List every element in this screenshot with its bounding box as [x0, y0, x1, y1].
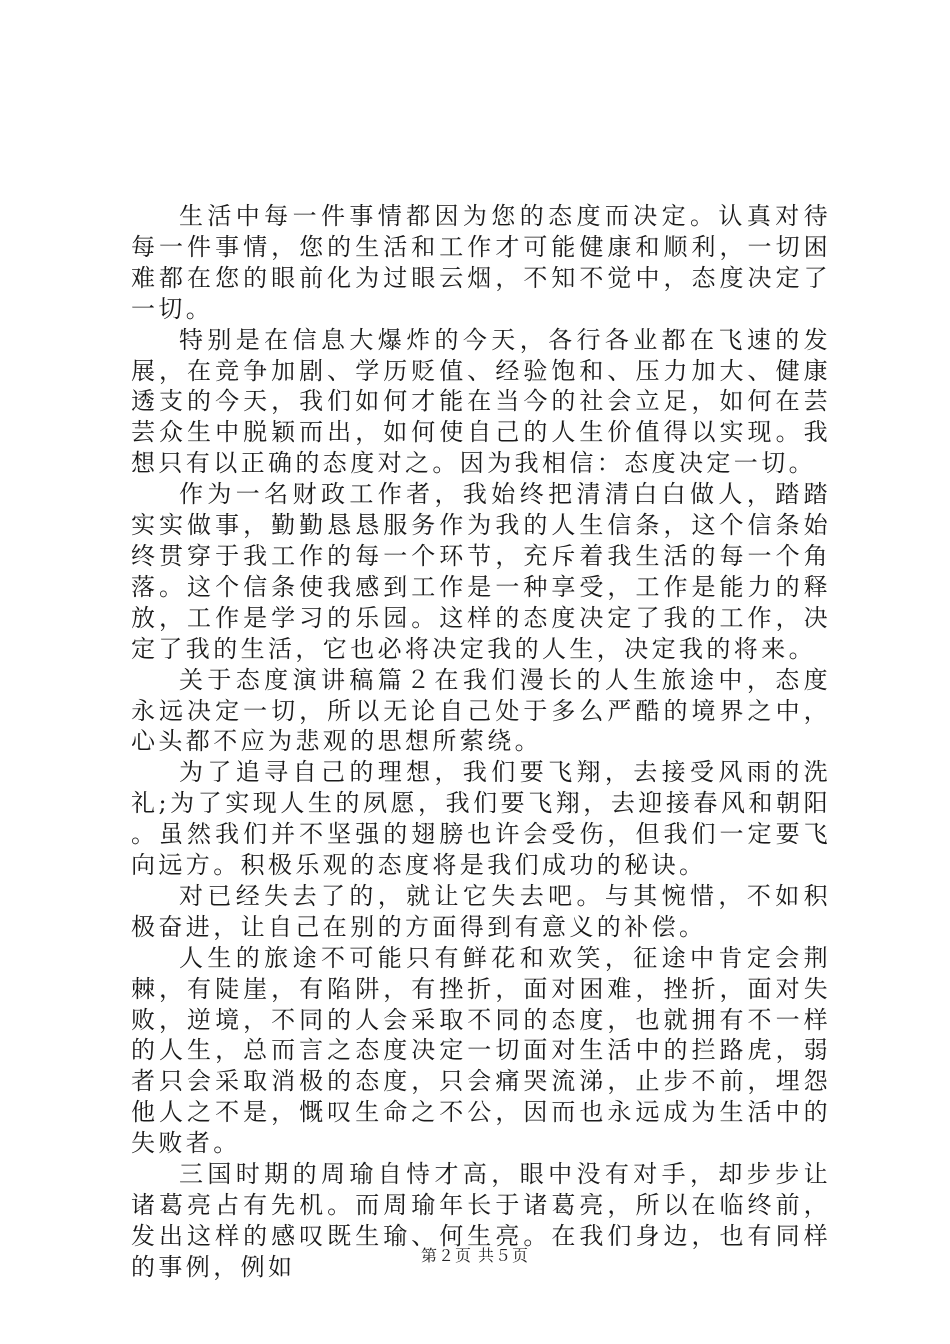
page-footer [0, 1243, 950, 1266]
paragraph: 关于态度演讲稿篇２在我们漫长的人生旅途中，态度永远决定一切，所以无论自己处于多么严酷的境界之中，心头都不应为悲观的思想所萦绕。 [131, 665, 831, 756]
paragraph: 特别是在信息大爆炸的今天，各行各业都在飞速的发展，在竞争加剧、学历贬值、经验饱和、压力加大、健康透支的今天，我们如何才能在当今的社会立足，如何在芸芸众生中脱颖而出，如何使自己的人生价值得以实现。我想只有以正确的态度对之。因为我相信：态度决定一切。 [131, 325, 831, 478]
paragraph: 生活中每一件事情都因为您的态度而决定。认真对待每一件事情，您的生活和工作才可能健康和顺利，一切困难都在您的眼前化为过眼云烟，不知不觉中，态度决定了一切。 [131, 202, 831, 323]
paragraph: 为了追寻自己的理想，我们要飞翔，去接受风雨的洗礼;为了实现人生的夙愿，我们要飞翔，去迎接春风和朝阳。虽然我们并不坚强的翅膀也许会受伤，但我们一定要飞向远方。积极乐观的态度将是我们成功的秘诀。 [131, 758, 831, 880]
paragraph: 三国时期的周瑜自恃才高，眼中没有对手，却步步让诸葛亮占有先机。而周瑜年长于诸葛亮，所以在临终前，发出这样的感叹既生瑜、何生亮。在我们身边，也有同样的事例，例如 [131, 1160, 831, 1281]
paragraph: 作为一名财政工作者，我始终把清清白白做人，踏踏实实做事，勤勤恳恳服务作为我的人生信条，这个信条始终贯穿于我工作的每一个环节，充斥着我生活的每一个角落。这个信条使我感到工作是一种享受，工作是能力的释放，工作是学习的乐园。这样的态度决定了我的工作，决定了我的生活，它也必将决定我的人生，决定我的将来。 [131, 480, 831, 663]
paragraph: 人生的旅途不可能只有鲜花和欢笑，征途中肯定会荆棘，有陡崖，有陷阱，有挫折，面对困难，挫折，面对失败，逆境，不同的人会采取不同的态度，也就拥有不一样的人生，总而言之态度决定一切面对生活中的拦路虎，弱者只会采取消极的态度，只会痛哭流涕，止步不前，埋怨他人之不是，慨叹生命之不公，因而也永远成为生活中的失败者。 [131, 943, 831, 1158]
document-body [131, 201, 831, 1283]
paragraph: 对已经失去了的，就让它失去吧。与其惋惜，不如积极奋进，让自己在别的方面得到有意义的补偿。 [131, 881, 831, 941]
page-number: 第２页 共５页 [420, 1246, 530, 1265]
